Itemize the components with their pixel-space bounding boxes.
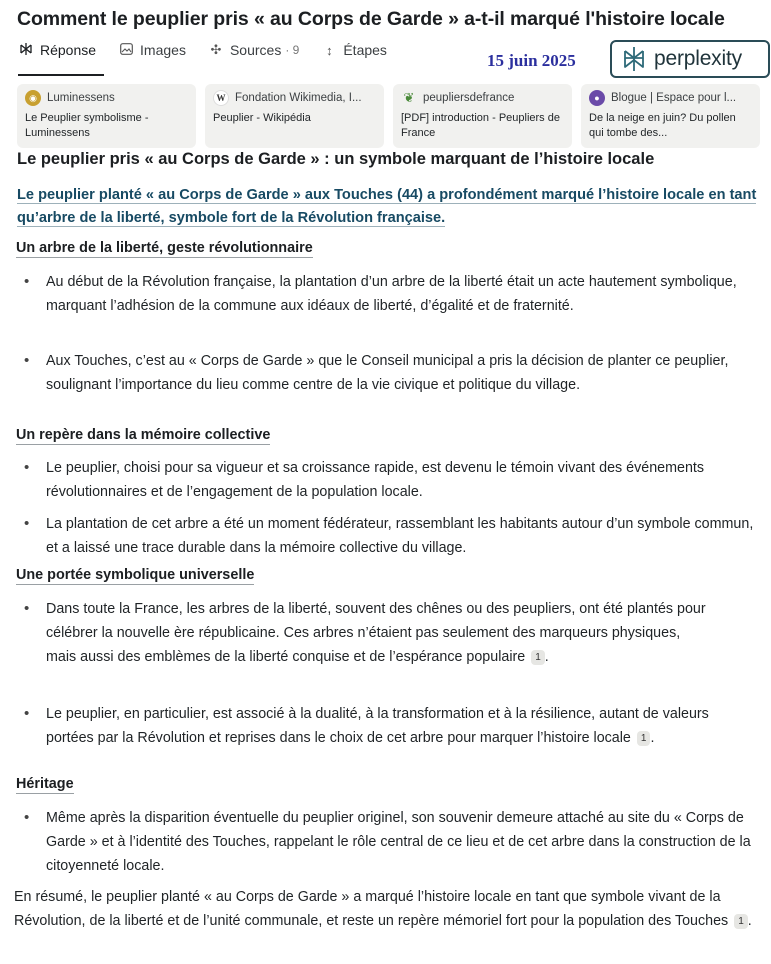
source-card[interactable] bbox=[393, 84, 572, 148]
image-icon bbox=[118, 43, 134, 58]
luminessens-favicon-icon: ◉ bbox=[25, 90, 41, 106]
perplexity-mark-icon bbox=[18, 42, 34, 59]
list-item-text: Le peuplier, en particulier, est associé à la dualité, à la transformation et à la résilience, autant de valeurs portées par la Révolution et reprises dans le choix de cet arbre pour marquer l’histoire locale bbox=[46, 706, 709, 746]
wikipedia-favicon-icon: W bbox=[213, 90, 229, 106]
source-site: peupliersdefrance bbox=[423, 92, 515, 104]
section-heading: Une portée symbolique universelle bbox=[16, 567, 255, 583]
steps-icon: ↕ bbox=[326, 42, 333, 58]
tab-sources[interactable] bbox=[208, 40, 299, 60]
answer-lead-text: Le peuplier planté « au Corps de Garde » aux Touches (44) a profondément marqué l’histoire locale en tant qu’arbre de la liberté, symbole fort de la Révolution française. bbox=[17, 187, 757, 226]
citation-badge[interactable]: 1 bbox=[531, 650, 545, 665]
active-tab-indicator bbox=[18, 74, 104, 76]
blog-favicon-icon: ● bbox=[589, 90, 605, 106]
sources-icon: ✣ bbox=[210, 42, 222, 57]
source-card[interactable] bbox=[205, 84, 384, 148]
section-heading: Un arbre de la liberté, geste révolutionnaire bbox=[16, 240, 313, 256]
date-stamp: 15 juin 2025 bbox=[487, 51, 576, 70]
brand-name: perplexity bbox=[654, 47, 742, 70]
source-title: De la neige en juin? Du pollen qui tombe des... bbox=[589, 112, 736, 139]
source-site: Fondation Wikimedia, I... bbox=[235, 92, 362, 104]
tab-etapes[interactable] bbox=[321, 40, 387, 60]
perplexity-logo bbox=[610, 40, 770, 78]
source-title: [PDF] introduction - Peupliers de France bbox=[401, 112, 560, 139]
citation-badge[interactable]: 1 bbox=[734, 914, 748, 929]
tab-label: Étapes bbox=[343, 42, 387, 58]
source-card[interactable] bbox=[581, 84, 760, 148]
punctuation: . bbox=[544, 649, 549, 665]
source-title: Le Peuplier symbolisme - Luminessens bbox=[25, 112, 149, 139]
list-item-text: Dans toute la France, les arbres de la liberté, souvent des chênes ou des peupliers, ont été plantés pour célébrer la nouvelle ère républicaine. Ces arbres n’étaient pas seulement des marqueurs physiques, mais aussi des emblèmes de la liberté conquise et de l’espérance populaire bbox=[46, 601, 706, 665]
list-item bbox=[46, 597, 706, 669]
perplexity-logo-icon bbox=[620, 45, 648, 73]
summary-text: En résumé, le peuplier planté « au Corps de Garde » a marqué l’histoire locale en tant que symbole vivant de la Révolution, de la liberté et de l’unité communale, et reste un repère mémoriel fort pour la population des Touches bbox=[14, 889, 729, 929]
tab-reponse[interactable] bbox=[18, 40, 96, 60]
source-card[interactable] bbox=[17, 84, 196, 148]
punctuation: . bbox=[747, 913, 752, 929]
answer-summary bbox=[14, 885, 762, 933]
sources-count: · 9 bbox=[285, 43, 300, 57]
source-site: Luminessens bbox=[47, 92, 115, 104]
list-item: • Même après la disparition éventuelle du peuplier originel, son souvenir demeure attaché au site du « Corps de Garde » et à l’identité des Touches, rappelant le rôle central de ce lieu et de cet arbre dans la construction de la citoyenneté locale. bbox=[46, 806, 758, 878]
tab-label: Images bbox=[140, 42, 186, 58]
tab-label: Sources bbox=[229, 42, 282, 58]
list-item: • Le peuplier, choisi pour sa vigueur et sa croissance rapide, est devenu le témoin vivant des événements révolutionnaires et de l’engagement de la population locale. bbox=[46, 456, 758, 504]
source-site: Blogue | Espace pour l... bbox=[611, 92, 737, 104]
answer-tabs bbox=[18, 40, 409, 76]
tab-images[interactable] bbox=[118, 40, 186, 60]
source-title: Peuplier - Wikipédia bbox=[213, 112, 311, 124]
punctuation: . bbox=[650, 730, 655, 746]
list-item: • Aux Touches, c’est au « Corps de Garde » que le Conseil municipal a pris la décision de planter ce peuplier, soulignant l’importance du lieu comme centre de la vie civique et politique du village. bbox=[46, 349, 758, 397]
answer-lead bbox=[17, 184, 757, 230]
citation-badge[interactable]: 1 bbox=[637, 731, 651, 746]
section-heading: Héritage bbox=[16, 776, 74, 792]
poplar-leaf-favicon-icon: ❦ bbox=[403, 90, 415, 105]
tab-label: Réponse bbox=[40, 42, 97, 58]
list-item: • La plantation de cet arbre a été un moment fédérateur, rassemblant les habitants autour d’un symbole commun, et a laissé une trace durable dans la mémoire collective du village. bbox=[46, 512, 758, 560]
list-item bbox=[46, 702, 758, 750]
section-heading: Un repère dans la mémoire collective bbox=[16, 427, 271, 443]
page-title: Comment le peuplier pris « au Corps de Garde » a-t-il marqué l'histoire locale bbox=[17, 8, 725, 30]
sources-row bbox=[17, 84, 760, 148]
answer-heading: Le peuplier pris « au Corps de Garde » : un symbole marquant de l’histoire locale bbox=[17, 150, 655, 168]
list-item: • Au début de la Révolution française, la plantation d’un arbre de la liberté était un acte hautement symbolique, marquant l’adhésion de la commune aux idéaux de liberté, d’égalité et de fraternité. bbox=[46, 270, 758, 318]
